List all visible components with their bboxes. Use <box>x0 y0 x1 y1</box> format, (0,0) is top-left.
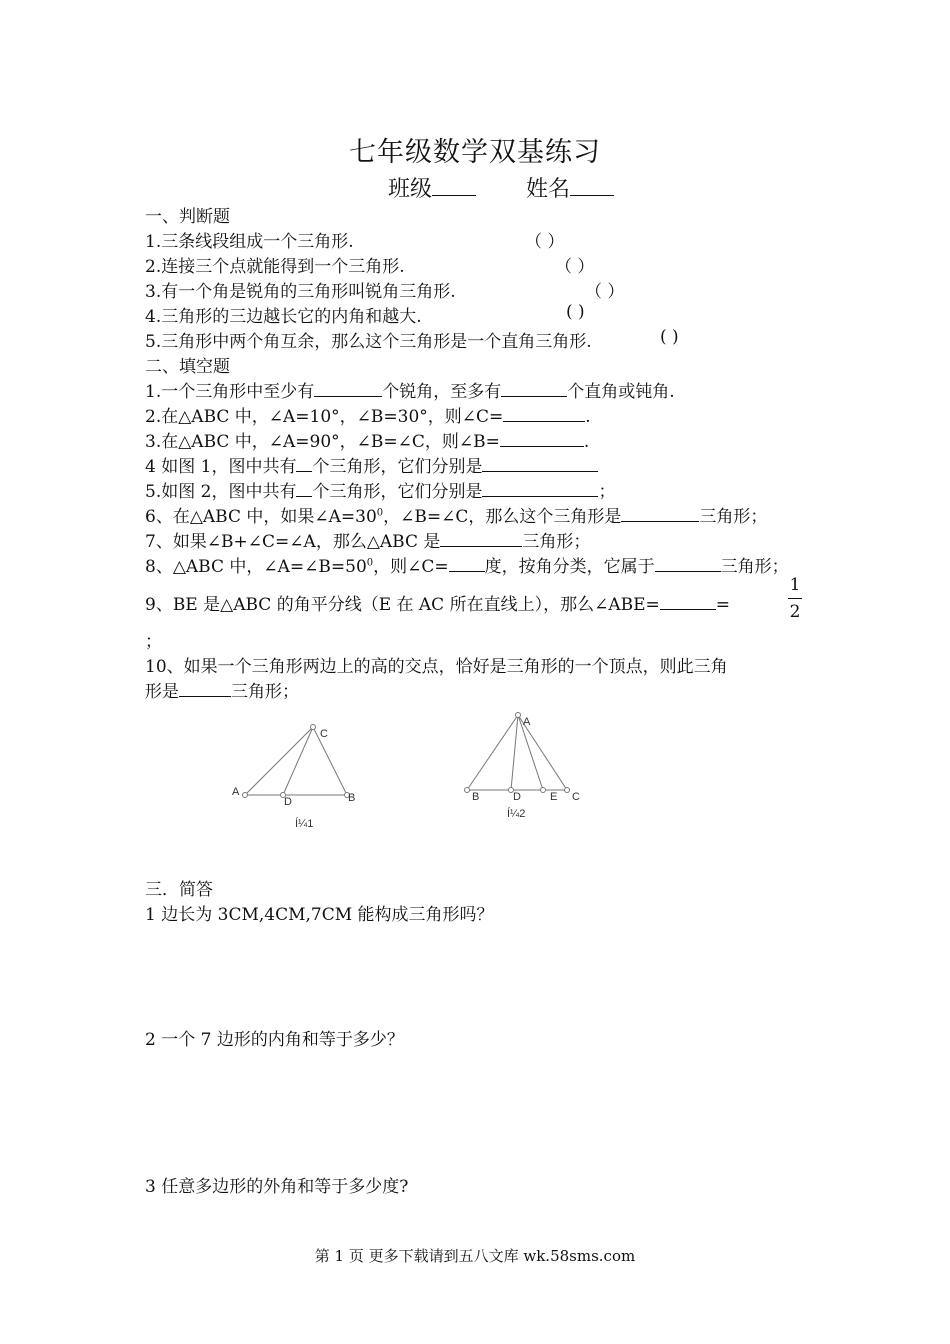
fig1-label-b: B <box>348 792 356 804</box>
fill-7-text-a: 7、如果∠B+∠C=∠A，那么△ABC 是 <box>145 532 441 552</box>
tf-answer-4[interactable]: ( ) <box>566 302 585 322</box>
fill-7-blank[interactable] <box>440 529 522 547</box>
fill-5-blank-b[interactable] <box>482 479 598 497</box>
fill-9-text-a: 9、BE 是△ABC 的角平分线（E 在 AC 所在直线上），那么∠ABE= <box>145 595 660 615</box>
fraction-bar <box>788 598 802 599</box>
fill-6-blank[interactable] <box>621 504 699 522</box>
fill-item-1 <box>145 377 675 402</box>
fraction-denominator: 2 <box>789 602 801 622</box>
fill-10-text-a: 形是 <box>145 682 179 702</box>
class-blank[interactable] <box>432 175 476 196</box>
fill-item-10-line2 <box>145 677 299 702</box>
fill-5-text-b: 个三角形，它们分别是 <box>312 482 483 502</box>
section1-heading: 一、判断题 <box>145 207 230 227</box>
fill-1-blank-b[interactable] <box>501 379 567 397</box>
fig2-label-a: A <box>523 716 531 728</box>
fill-5-text-a: 5.如图 2，图中共有 <box>145 482 297 502</box>
tf-answer-2[interactable]: （ ） <box>555 257 595 277</box>
fill-8-text-d: 三角形； <box>720 557 789 577</box>
page-title: 七年级数学双基练习 <box>349 137 601 168</box>
class-label: 班级 <box>388 177 433 202</box>
fill-3-text-a: 3.在△ABC 中，∠A=90°，∠B=∠C，则∠B= <box>145 432 500 452</box>
fig2-label-c: C <box>572 791 580 803</box>
fill-item-10-line1: 10、如果一个三角形两边上的高的交点，恰好是三角形的一个顶点，则此三角 <box>145 657 728 677</box>
fill-10-text-b: 三角形； <box>231 682 299 702</box>
name-blank[interactable] <box>570 175 614 196</box>
fill-item-8 <box>145 552 789 577</box>
fill-4-blank-a[interactable] <box>296 454 312 472</box>
fill-item-5 <box>145 477 615 502</box>
tf-item-1: 1.三条线段组成一个三角形. <box>145 232 354 252</box>
fraction-numerator: 1 <box>789 575 801 595</box>
figure-2 <box>455 705 595 825</box>
tf-item-2: 2.连接三个点就能得到一个三角形. <box>145 257 405 277</box>
fill-9-blank[interactable] <box>660 592 716 610</box>
fill-item-3 <box>145 427 589 452</box>
fill-8-text-c: 度，按角分类，它属于 <box>484 557 655 577</box>
fill-5-blank-a[interactable] <box>296 479 312 497</box>
page-footer: 第 1 页 更多下载请到五八文库 wk.58sms.com <box>314 1247 636 1265</box>
section2-heading: 二、填空题 <box>145 357 230 377</box>
fig1-segment-ac <box>245 727 313 795</box>
fig2-point-e <box>541 788 546 793</box>
fill-item-4 <box>145 452 598 477</box>
fill-8-text-b: ，则∠C= <box>373 557 449 577</box>
fig2-point-c <box>565 788 570 793</box>
fill-7-text-b: 三角形； <box>522 532 591 552</box>
fig2-segment-ab <box>467 715 518 790</box>
short-answer-1: 1 边长为 3CM,4CM,7CM 能构成三角形吗？ <box>145 905 494 925</box>
student-info <box>388 172 614 203</box>
fill-1-text-b: 个锐角，至多有 <box>382 382 502 402</box>
short-answer-2: 2 一个 7 边形的内角和等于多少？ <box>145 1030 404 1050</box>
tf-answer-5[interactable]: ( ) <box>660 327 679 347</box>
fig1-point-a <box>243 793 248 798</box>
fill-1-text-c: 个直角或钝角. <box>567 382 675 402</box>
fill-3-blank[interactable] <box>500 429 584 447</box>
fill-10-blank[interactable] <box>179 679 231 697</box>
section3-heading: 三．简答 <box>145 880 213 900</box>
fig2-point-b <box>465 788 470 793</box>
fig1-segment-cb <box>313 727 347 795</box>
tf-answer-1[interactable]: （ ） <box>525 232 565 252</box>
fill-6-sup: 0 <box>376 507 384 519</box>
fill-8-blank-a[interactable] <box>449 554 485 572</box>
fill-5-text-c: ； <box>598 482 616 502</box>
fill-1-blank-a[interactable] <box>314 379 382 397</box>
tf-item-3: 3.有一个角是锐角的三角形叫锐角三角形. <box>145 282 456 302</box>
fig1-label-d: D <box>284 796 292 808</box>
fill-1-text-a: 1.一个三角形中至少有 <box>145 382 315 402</box>
fill-4-text-b: 个三角形，它们分别是 <box>312 457 483 477</box>
fig1-segment-cd <box>283 727 313 795</box>
figure-1 <box>225 715 365 835</box>
fig2-segment-ad <box>511 715 518 790</box>
fig2-caption: Í¼2 <box>507 808 526 820</box>
fig2-segment-ae <box>518 715 543 790</box>
fill-2-text-a: 2.在△ABC 中，∠A=10°，∠B=30°，则∠C= <box>145 407 504 427</box>
fill-4-blank-b[interactable] <box>482 454 598 472</box>
fill-6-text-b: ，∠B=∠C，那么这个三角形是 <box>383 507 622 527</box>
tf-item-4: 4.三角形的三边越长它的内角和越大. <box>145 307 422 327</box>
fill-8-text-a: 8、△ABC 中，∠A=∠B=50 <box>145 557 367 577</box>
fig2-label-d: D <box>513 791 521 803</box>
fill-6-text-a: 6、在△ABC 中，如果∠A=30 <box>145 507 377 527</box>
tf-item-5: 5.三角形中两个角互余，那么这个三角形是一个直角三角形. <box>145 332 592 352</box>
fill-4-text-a: 4 如图 1，图中共有 <box>145 457 297 477</box>
fill-item-9 <box>145 590 730 615</box>
fill-item-2 <box>145 402 591 427</box>
fig2-label-e: E <box>550 791 558 803</box>
name-label: 姓名 <box>526 177 571 202</box>
fig2-label-b: B <box>472 791 480 803</box>
fill-9-equals: = <box>715 595 731 615</box>
fill-3-text-b: . <box>583 432 590 452</box>
tf-answer-3[interactable]: （ ） <box>585 282 625 302</box>
fill-8-sup: 0 <box>366 557 374 569</box>
fill-8-blank-b[interactable] <box>655 554 721 572</box>
fill-2-blank[interactable] <box>503 404 585 422</box>
fill-2-text-b: . <box>585 407 591 427</box>
fig1-point-c <box>311 725 316 730</box>
fig1-label-c: C <box>320 728 328 740</box>
fig1-label-a: A <box>232 786 240 798</box>
fig1-caption: Í¼1 <box>295 818 314 830</box>
fill-9-tail: ； <box>145 632 162 652</box>
short-answer-3: 3 任意多边形的外角和等于多少度? <box>145 1177 409 1197</box>
fig2-point-a <box>516 713 521 718</box>
fill-item-6 <box>145 502 767 527</box>
fill-6-text-c: 三角形； <box>699 507 768 527</box>
fill-item-7 <box>145 527 590 552</box>
